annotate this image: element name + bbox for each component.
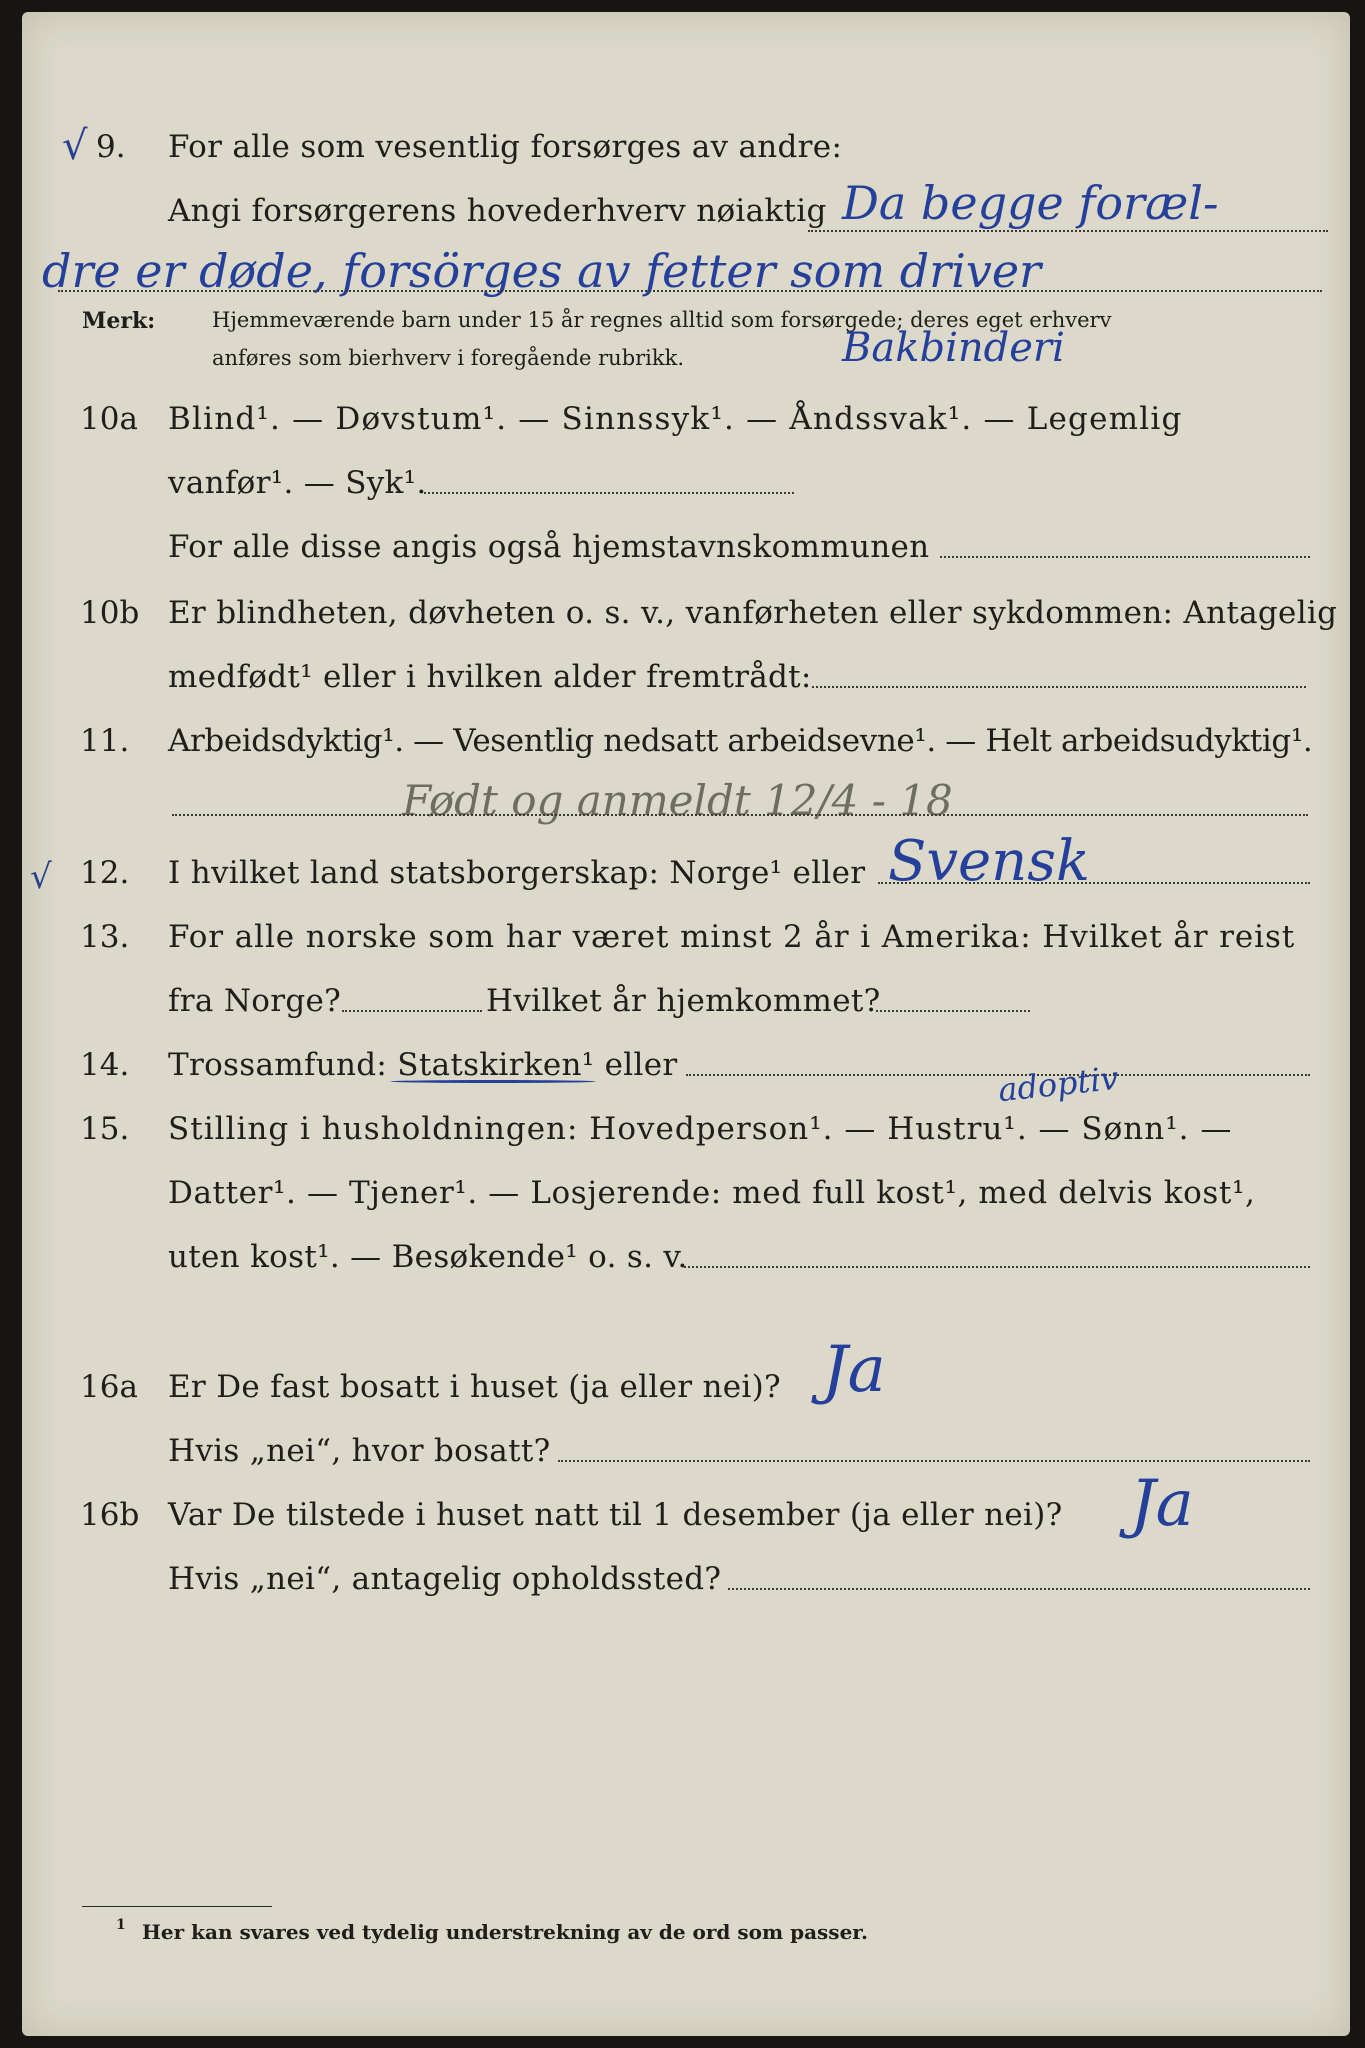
item-15-annotation: adoptiv	[996, 1058, 1121, 1110]
item-11-line1: Arbeidsdyktig¹. — Vesentlig nedsatt arbeidsevne¹. — Helt arbeidsudyktig¹.	[168, 723, 1313, 759]
item-10a-dotline-syk	[424, 492, 794, 494]
item-13-line1: For alle norske som har været minst 2 år i Amerika: Hvilket år reist	[168, 919, 1296, 955]
item-11-number: 11.	[80, 723, 130, 759]
merk-line1: Hjemmeværende barn under 15 år regnes alltid som forsørgede; deres eget erhverv	[212, 308, 1112, 332]
item-9-dotline-1	[808, 230, 1328, 232]
check-mark-9: √	[62, 123, 88, 169]
merk-line2: anføres som bierhverv i foregående rubrikk.	[212, 346, 685, 370]
item-16b-line2: Hvis „nei“, antagelig opholdssted?	[168, 1561, 722, 1597]
item-9-answer-1: Da begge foræl-	[842, 176, 1219, 230]
footnote-rule	[82, 1906, 272, 1907]
item-16b-dotline	[728, 1588, 1310, 1590]
item-12-number: 12.	[80, 855, 130, 891]
item-9-answer-2: dre er døde, forsörges av fetter som driver	[42, 244, 1042, 298]
item-16a-dotline	[558, 1460, 1310, 1462]
item-16a-number: 16a	[80, 1369, 138, 1405]
item-15-line1: Stilling i husholdningen: Hovedperson¹. — Hustru¹. — Sønn¹. —	[168, 1111, 1233, 1147]
item-10b-line2: medfødt¹ eller i hvilken alder fremtrådt:	[168, 659, 812, 695]
item-16a-answer: Ja	[822, 1333, 886, 1407]
item-16b-number: 16b	[80, 1497, 140, 1533]
merk-label: Merk:	[82, 308, 156, 334]
item-16a-line1: Er De fast bosatt i huset (ja eller nei)?	[168, 1369, 781, 1405]
item-10a-dotline-kommune	[940, 556, 1310, 558]
item-11-pencil-note: Født og anmeldt 12/4 - 18	[402, 776, 953, 825]
item-14-line1: Trossamfund: Statskirken¹ eller	[168, 1047, 678, 1083]
item-10a-number: 10a	[80, 401, 138, 437]
item-10b-dotline	[812, 686, 1306, 688]
item-13-dotline-reist	[342, 1010, 482, 1012]
footnote-text: Her kan svares ved tydelig understrekning av de ord som passer.	[142, 1920, 868, 1944]
item-9-dotline-2	[58, 290, 1322, 292]
item-9-answer-3: Bakbinderi	[842, 325, 1065, 371]
item-9-number: 9.	[96, 129, 126, 165]
item-13-line2a: fra Norge?	[168, 983, 342, 1019]
item-16b-line1: Var De tilstede i huset natt til 1 desember (ja eller nei)?	[168, 1497, 1063, 1533]
item-14-underline-statskirken	[390, 1080, 596, 1083]
item-10b-line1: Er blindheten, døvheten o. s. v., vanførheten eller sykdommen: Antagelig	[168, 595, 1338, 631]
item-11-line	[172, 814, 1308, 816]
item-15-dotline	[684, 1266, 1310, 1268]
census-form-page	[22, 12, 1350, 2036]
item-12-line1: I hvilket land statsborgerskap: Norge¹ eller	[168, 855, 866, 891]
footnote-mark: 1	[116, 1917, 126, 1933]
item-13-line2b: Hvilket år hjemkommet?	[486, 983, 881, 1019]
item-9-line1: For alle som vesentlig forsørges av andre:	[168, 129, 843, 165]
check-mark-12: √	[30, 857, 52, 897]
item-10b-number: 10b	[80, 595, 140, 631]
item-16b-answer: Ja	[1130, 1467, 1194, 1541]
item-14-number: 14.	[80, 1047, 130, 1083]
item-15-line3: uten kost¹. — Besøkende¹ o. s. v.	[168, 1239, 688, 1275]
item-10a-line3: For alle disse angis også hjemstavnskommunen	[168, 529, 930, 565]
item-10a-line1: Blind¹. — Døvstum¹. — Sinnssyk¹. — Åndssvak¹. — Legemlig	[168, 401, 1183, 437]
item-15-line2: Datter¹. — Tjener¹. — Losjerende: med full kost¹, med delvis kost¹,	[168, 1175, 1256, 1211]
item-9-line2: Angi forsørgerens hovederhverv nøiaktig	[168, 193, 827, 229]
item-15-number: 15.	[80, 1111, 130, 1147]
item-16a-line2: Hvis „nei“, hvor bosatt?	[168, 1433, 551, 1469]
item-10a-line2: vanfør¹. — Syk¹.	[168, 465, 427, 501]
item-12-dotline	[878, 882, 1310, 884]
item-13-number: 13.	[80, 919, 130, 955]
item-12-answer: Svensk	[888, 829, 1090, 894]
item-13-dotline-hjem	[876, 1010, 1030, 1012]
